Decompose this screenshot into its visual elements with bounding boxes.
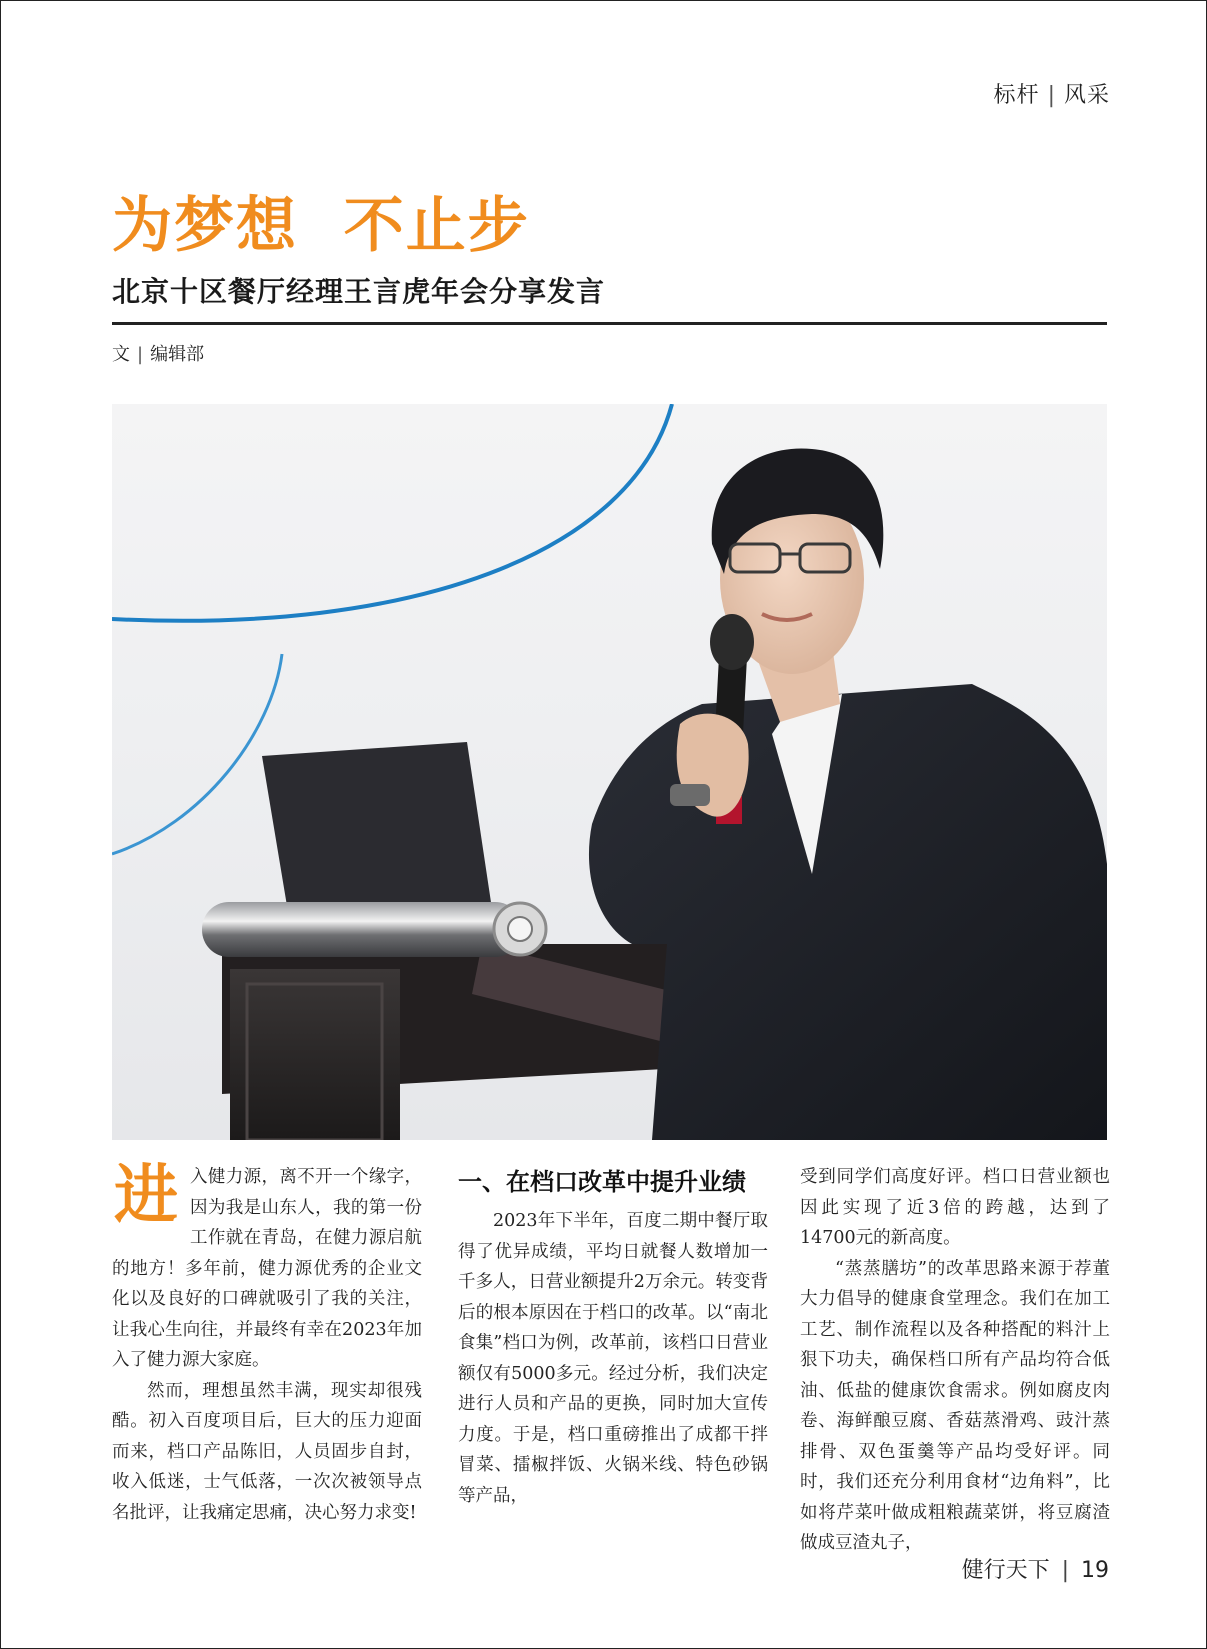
body-column-3 [800, 1162, 1110, 1559]
title-divider [112, 322, 1107, 325]
section-label: 标杆 [993, 83, 1040, 108]
section-tag [994, 78, 1110, 109]
podium-chrome-bar [202, 902, 522, 957]
magazine-name: 健行天下 [961, 1558, 1050, 1583]
byline-label: 文 [112, 344, 130, 365]
byline [112, 340, 204, 366]
podium-body [230, 969, 400, 1140]
paragraph: 入健力源，离不开一个缘字，因为我是山东人，我的第一份工作就在青岛，在健力源启航的地方！多年前，健力源优秀的企业文化以及良好的口碑就吸引了我的关注，让我心生向往，并最终有幸在2023年加入了健力源大家庭。 [112, 1167, 422, 1370]
laptop-screen [262, 742, 492, 924]
byline-separator: | [137, 344, 144, 365]
speaker-suit [589, 684, 1107, 1140]
drop-cap: 进 [114, 1158, 178, 1233]
page-footer [962, 1553, 1109, 1584]
paragraph: “蒸蒸膳坊”的改革思路来源于荐董大力倡导的健康食堂理念。我们在加工工艺、制作流程以及各种搭配的料汁上狠下功夫，确保档口所有产品均符合低油、低盐的健康饮食需求。例如腐皮肉卷、海鲜酿豆腐、香菇蒸滑鸡、豉汁蒸排骨、双色蛋羹等产品均受好评。同时，我们还充分利用食材“边角料”，比如将芹菜叶做成粗粮蔬菜饼，将豆腐渣做成豆渣丸子， [800, 1258, 1110, 1553]
subsection-label: 风采 [1063, 83, 1110, 108]
body-column-2 [458, 1162, 768, 1511]
paragraph: 2023年下半年，百度二期中餐厅取得了优异成绩，平均日就餐人数增加一千多人，日营业额提升2万余元。转变背后的根本原因在于档口的改革。以“南北食集”档口为例，改革前，该档口日营业额仅有5000多元。经过分析，我们决定进行人员和产品的更换，同时加大宣传力度。于是，档口重磅推出了成都干拌冒菜、擂椒拌饭、火锅米线、特色砂锅等产品， [458, 1211, 768, 1506]
paragraph: 受到同学们高度好评。档口日营业额也因此实现了近3倍的跨越，达到了14700元的新高度。 [800, 1167, 1110, 1248]
speaker-photo [112, 404, 1107, 1140]
page-number: 19 [1081, 1558, 1109, 1583]
article-title: 为梦想 不止步 [112, 191, 530, 261]
section-heading: 一、在档口改革中提升业绩 [458, 1168, 746, 1196]
body-column-1 [112, 1158, 422, 1528]
microphone-head [710, 614, 754, 670]
section-separator: | [1047, 83, 1056, 108]
byline-author: 编辑部 [150, 344, 205, 365]
article-subtitle: 北京十区餐厅经理王言虎年会分享发言 [112, 275, 606, 308]
footer-separator: | [1061, 1558, 1069, 1583]
speaker-photo-illustration [112, 404, 1107, 1140]
background-arc [112, 404, 672, 621]
background-arc-lower [112, 654, 282, 854]
wristwatch [670, 784, 710, 806]
paragraph: 然而，理想虽然丰满，现实却很残酷。初入百度项目后，巨大的压力迎面而来，档口产品陈旧，人员固步自封，收入低迷，士气低落，一次次被领导点名批评，让我痛定思痛，决心努力求变! [112, 1380, 422, 1523]
